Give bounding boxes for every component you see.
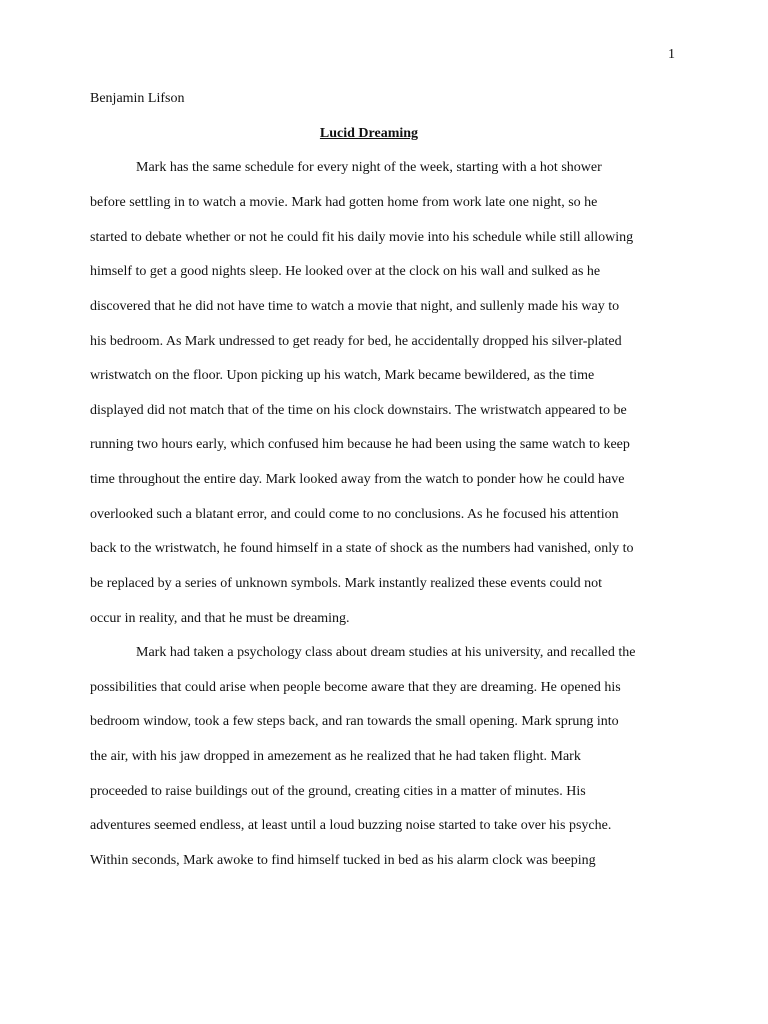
author-name: Benjamin Lifson	[90, 91, 185, 106]
body-line: his bedroom. As Mark undressed to get ready for bed, he accidentally dropped his silver-plated	[90, 334, 622, 349]
body-line: adventures seemed endless, at least until a loud buzzing noise started to take over his psyche.	[90, 818, 612, 833]
body-line: possibilities that could arise when people become aware that they are dreaming. He opened his	[90, 680, 621, 695]
body-line: bedroom window, took a few steps back, and ran towards the small opening. Mark sprung into	[90, 714, 619, 729]
essay-title: Lucid Dreaming	[319, 126, 419, 141]
body-line: Mark had taken a psychology class about dream studies at his university, and recalled the	[136, 645, 636, 660]
body-line: occur in reality, and that he must be dreaming.	[90, 611, 350, 626]
body-line: displayed did not match that of the time on his clock downstairs. The wristwatch appeared to be	[90, 403, 627, 418]
body-line: Within seconds, Mark awoke to find himself tucked in bed as his alarm clock was beeping	[90, 853, 596, 868]
body-line: time throughout the entire day. Mark looked away from the watch to ponder how he could have	[90, 472, 625, 487]
page-number: 1	[668, 47, 675, 62]
body-line: overlooked such a blatant error, and could come to no conclusions. As he focused his attention	[90, 507, 619, 522]
body-line: wristwatch on the floor. Upon picking up his watch, Mark became bewildered, as the time	[90, 368, 595, 383]
body-line: Mark has the same schedule for every night of the week, starting with a hot shower	[136, 160, 602, 175]
body-line: started to debate whether or not he could fit his daily movie into his schedule while still allowing	[90, 230, 634, 245]
body-line: be replaced by a series of unknown symbols. Mark instantly realized these events could not	[90, 576, 603, 591]
body-line: discovered that he did not have time to watch a movie that night, and sullenly made his way to	[90, 299, 620, 314]
body-line: back to the wristwatch, he found himself in a state of shock as the numbers had vanished, only to	[90, 541, 634, 556]
body-line: proceeded to raise buildings out of the ground, creating cities in a matter of minutes. His	[90, 784, 586, 799]
body-line: before settling in to watch a movie. Mark had gotten home from work late one night, so he	[90, 195, 598, 210]
body-line: running two hours early, which confused him because he had been using the same watch to keep	[90, 437, 630, 452]
body-line: the air, with his jaw dropped in amezement as he realized that he had taken flight. Mark	[90, 749, 581, 764]
body-line: himself to get a good nights sleep. He looked over at the clock on his wall and sulked as he	[90, 264, 601, 279]
